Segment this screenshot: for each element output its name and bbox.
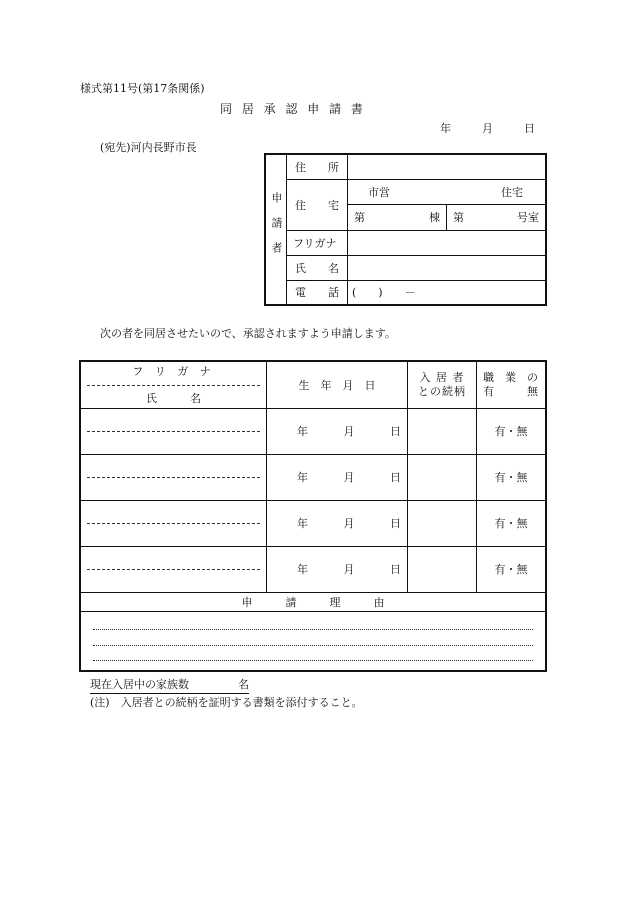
note: (注) 入居者との続柄を証明する書類を添付すること。 bbox=[90, 696, 363, 709]
residence-tou: 棟 bbox=[429, 211, 440, 224]
member-row bbox=[80, 454, 546, 500]
member-relation-cell[interactable] bbox=[408, 500, 477, 546]
residence-dai: 第 bbox=[354, 211, 365, 224]
member-name-cell[interactable] bbox=[80, 546, 267, 592]
address-field[interactable] bbox=[348, 154, 547, 179]
name-field[interactable] bbox=[348, 255, 547, 280]
phone-label-cell: 電 話 bbox=[287, 280, 348, 305]
birth-year: 年 bbox=[297, 517, 308, 530]
member-row bbox=[80, 546, 546, 592]
family-count-unit: 名 bbox=[238, 678, 249, 691]
member-relation-cell[interactable] bbox=[408, 546, 477, 592]
name-label-cell: 氏 名 bbox=[287, 255, 348, 280]
date-line bbox=[440, 120, 535, 136]
date-month: 月 bbox=[482, 122, 493, 135]
family-count-label: 現在入居中の家族数 bbox=[90, 678, 189, 691]
member-birth-cell[interactable] bbox=[267, 408, 408, 454]
member-birth-cell[interactable] bbox=[267, 546, 408, 592]
member-relation-cell[interactable] bbox=[408, 454, 477, 500]
member-row bbox=[80, 408, 546, 454]
phone-field[interactable]: ( ) － bbox=[348, 280, 547, 305]
col-furigana-name bbox=[80, 361, 267, 408]
residence-jutaku: 住宅 bbox=[501, 185, 523, 199]
col-furigana-label: フ リ ガ ナ bbox=[132, 365, 215, 379]
birth-year: 年 bbox=[297, 471, 308, 484]
member-name-cell[interactable] bbox=[80, 500, 267, 546]
furigana-label-cell: フリガナ bbox=[287, 230, 348, 255]
applicant-table bbox=[264, 153, 547, 306]
residence-line1[interactable] bbox=[348, 179, 547, 204]
residence-line2[interactable] bbox=[348, 204, 547, 230]
col-job-line2: 有 無 bbox=[483, 384, 538, 398]
col-job-label bbox=[477, 361, 547, 408]
member-job-cell[interactable]: 有・無 bbox=[477, 454, 547, 500]
addressee: (宛先)河内長野市長 bbox=[100, 141, 197, 154]
residence-shiei: 市営 bbox=[368, 185, 390, 199]
member-birth-cell[interactable] bbox=[267, 454, 408, 500]
birth-month: 月 bbox=[343, 563, 355, 576]
col-relation-label: 入 居 者 との続柄 bbox=[408, 361, 477, 408]
address-label-cell: 住 所 bbox=[287, 154, 348, 179]
birth-day: 日 bbox=[390, 563, 401, 576]
member-name-cell[interactable] bbox=[80, 408, 267, 454]
reason-field[interactable] bbox=[80, 611, 546, 671]
birth-month: 月 bbox=[343, 425, 355, 438]
statement: 次の者を同居させたいので、承認されますよう申請します。 bbox=[100, 327, 396, 340]
furigana-field[interactable] bbox=[348, 230, 547, 255]
applicant-side-label: 申請者 bbox=[265, 154, 287, 305]
col-birth-label: 生 年 月 日 bbox=[267, 361, 408, 408]
birth-day: 日 bbox=[390, 425, 401, 438]
birth-month: 月 bbox=[343, 517, 355, 530]
date-day: 日 bbox=[524, 122, 535, 135]
col-job-line1: 職 業 の bbox=[483, 370, 538, 384]
page-title: 同 居 承 認 申 請 書 bbox=[220, 102, 366, 116]
birth-year: 年 bbox=[297, 425, 308, 438]
member-name-cell[interactable] bbox=[80, 454, 267, 500]
birth-day: 日 bbox=[390, 517, 401, 530]
family-count bbox=[90, 676, 249, 694]
member-job-cell[interactable]: 有・無 bbox=[477, 546, 547, 592]
member-row bbox=[80, 500, 546, 546]
date-year: 年 bbox=[440, 122, 451, 135]
members-table bbox=[79, 360, 547, 672]
birth-day: 日 bbox=[390, 471, 401, 484]
member-job-cell[interactable]: 有・無 bbox=[477, 500, 547, 546]
reason-label: 申 請 理 由 bbox=[80, 592, 546, 611]
residence-goshitsu: 号室 bbox=[517, 211, 539, 224]
residence-label-cell: 住 宅 bbox=[287, 179, 348, 230]
member-job-cell[interactable]: 有・無 bbox=[477, 408, 547, 454]
col-name-label: 氏 名 bbox=[146, 392, 201, 406]
member-birth-cell[interactable] bbox=[267, 500, 408, 546]
birth-year: 年 bbox=[297, 563, 308, 576]
birth-month: 月 bbox=[343, 471, 355, 484]
residence-dai2: 第 bbox=[453, 211, 464, 224]
member-relation-cell[interactable] bbox=[408, 408, 477, 454]
form-number: 様式第11号(第17条関係) bbox=[80, 82, 205, 95]
